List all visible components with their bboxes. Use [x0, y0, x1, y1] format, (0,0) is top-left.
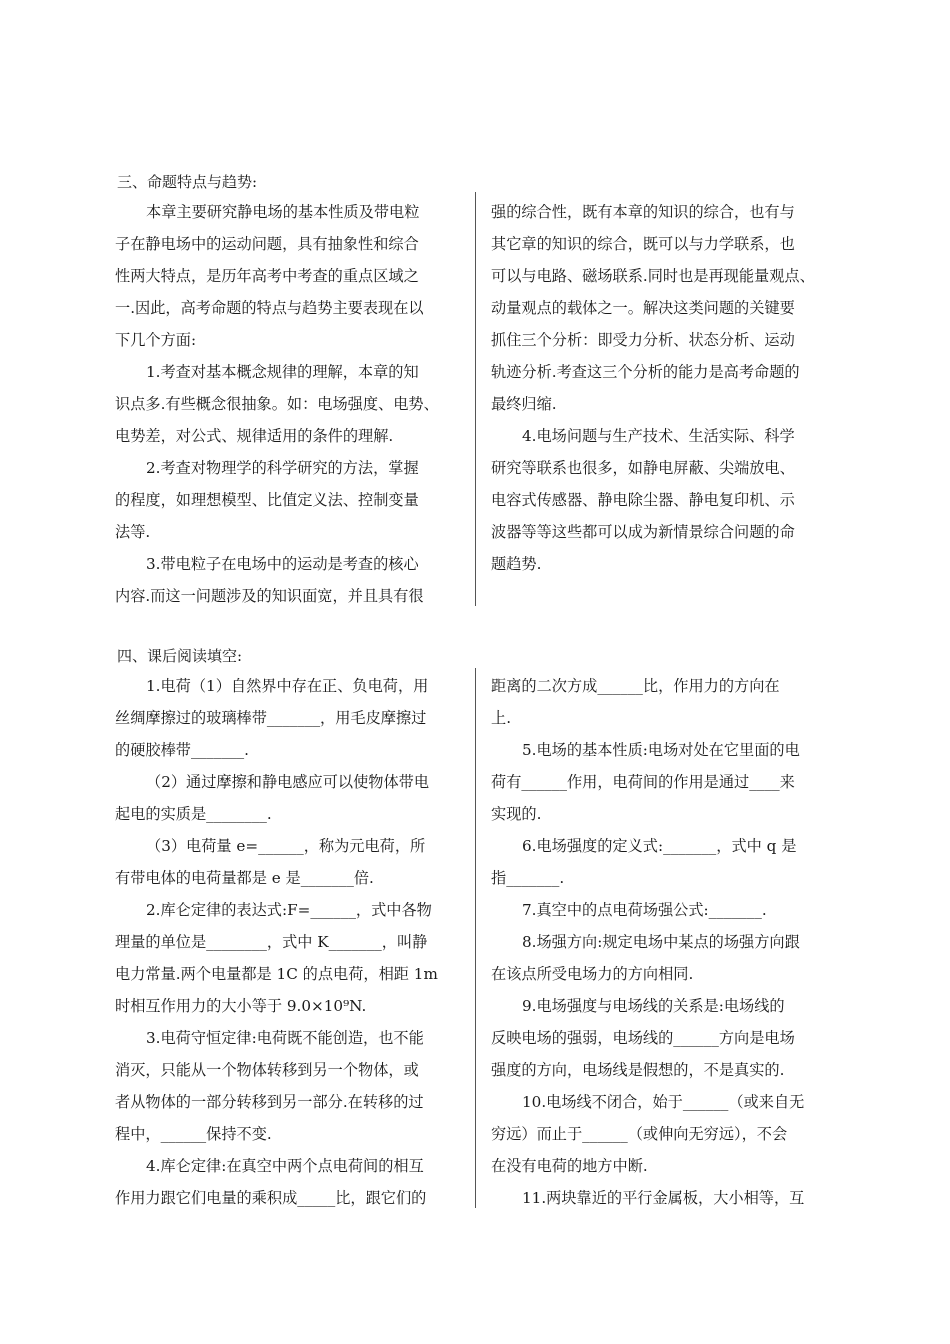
column-divider — [475, 192, 476, 606]
paragraph-line: 电容式传感器、静电除尘器、静电复印机、示 — [491, 491, 795, 509]
paragraph-line: 1.考查对基本概念规律的理解，本章的知 — [146, 363, 419, 381]
paragraph-line: 穷远）而止于______（或伸向无穷远），不会 — [491, 1125, 788, 1143]
paragraph-line: 5.电场的基本性质:电场对处在它里面的电 — [522, 741, 800, 759]
section-4-right-column — [491, 670, 841, 1214]
column-divider — [475, 668, 476, 1208]
paragraph-line: 性两大特点，是历年高考中考查的重点区域之 — [115, 267, 419, 285]
paragraph-line: 子在静电场中的运动问题，具有抽象性和综合 — [115, 235, 419, 253]
section-3-heading: 三、命题特点与趋势: — [117, 173, 258, 191]
paragraph-line: 在没有电荷的地方中断. — [491, 1157, 648, 1175]
paragraph-line: 强的综合性，既有本章的知识的综合，也有与 — [491, 203, 795, 221]
paragraph-line: 下几个方面: — [115, 331, 197, 349]
paragraph-line: （3）电荷量 e=______，称为元电荷，所 — [146, 837, 426, 855]
paragraph-line: 3.带电粒子在电场中的运动是考查的核心 — [146, 555, 419, 573]
paragraph-line: 11.两块靠近的平行金属板，大小相等，互 — [522, 1189, 805, 1207]
section-4-left-column — [115, 670, 465, 1214]
paragraph-line: 8.场强方向:规定电场中某点的场强方向跟 — [522, 933, 800, 951]
paragraph-line: 10.电场线不闭合，始于______（或来自无 — [522, 1093, 805, 1111]
paragraph-line: 动量观点的载体之一。解决这类问题的关键要 — [491, 299, 795, 317]
paragraph-line: 7.真空中的点电荷场强公式:_______. — [522, 901, 767, 919]
paragraph-line: 识点多.有些概念很抽象。如：电场强度、电势、 — [115, 395, 439, 413]
section-4-heading: 四、课后阅读填空: — [117, 647, 243, 665]
paragraph-line: 在该点所受电场力的方向相同. — [491, 965, 694, 983]
paragraph-line: 荷有______作用，电荷间的作用是通过____来 — [491, 773, 795, 791]
paragraph-line: 题趋势. — [491, 555, 542, 573]
paragraph-line: 上. — [491, 709, 512, 727]
paragraph-line: 其它章的知识的综合，既可以与力学联系，也 — [491, 235, 795, 253]
paragraph-line: 法等. — [115, 523, 151, 541]
paragraph-line: 波器等等这些都可以成为新情景综合问题的命 — [491, 523, 795, 541]
paragraph-line: 起电的实质是________. — [115, 805, 272, 823]
paragraph-line: 有带电体的电荷量都是 e 是_______倍. — [115, 869, 374, 887]
paragraph-line: 丝绸摩擦过的玻璃棒带_______，用毛皮摩擦过 — [115, 709, 427, 727]
paragraph-line: 可以与电路、磁场联系.同时也是再现能量观点、 — [491, 267, 815, 285]
paragraph-line: 4.电场问题与生产技术、生活实际、科学 — [522, 427, 795, 445]
paragraph-line: 强度的方向，电场线是假想的，不是真实的. — [491, 1061, 785, 1079]
paragraph-line: 轨迹分析.考查这三个分析的能力是高考命题的 — [491, 363, 800, 381]
paragraph-line: 实现的. — [491, 805, 542, 823]
paragraph-line: 指_______. — [491, 869, 565, 887]
paragraph-line: 2.库仑定律的表达式:F=______，式中各物 — [146, 901, 432, 919]
paragraph-line: 1.电荷（1）自然界中存在正、负电荷，用 — [146, 677, 429, 695]
paragraph-line: （2）通过摩擦和静电感应可以使物体带电 — [146, 773, 430, 791]
paragraph-line: 3.电荷守恒定律:电荷既不能创造，也不能 — [146, 1029, 424, 1047]
paragraph-line: 一.因此，高考命题的特点与趋势主要表现在以 — [115, 299, 424, 317]
paragraph-line: 6.电场强度的定义式:_______，式中 q 是 — [522, 837, 797, 855]
paragraph-line: 的硬胶棒带_______. — [115, 741, 249, 759]
paragraph-line: 时相互作用力的大小等于 9.0×10⁹N. — [115, 997, 367, 1015]
section-3-left-column — [115, 196, 465, 612]
paragraph-line: 作用力跟它们电量的乘积成_____比，跟它们的 — [115, 1189, 427, 1207]
paragraph-line: 电势差，对公式、规律适用的条件的理解. — [115, 427, 394, 445]
paragraph-line: 内容.而这一问题涉及的知识面宽，并且具有很 — [115, 587, 424, 605]
section-3-right-column — [491, 196, 841, 580]
paragraph-line: 9.电场强度与电场线的关系是:电场线的 — [522, 997, 785, 1015]
paragraph-line: 距离的二次方成______比，作用力的方向在 — [491, 677, 780, 695]
paragraph-line: 消灭，只能从一个物体转移到另一个物体，或 — [115, 1061, 419, 1079]
paragraph-line: 的程度，如理想模型、比值定义法、控制变量 — [115, 491, 419, 509]
paragraph-line: 抓住三个分析：即受力分析、状态分析、运动 — [491, 331, 795, 349]
paragraph-line: 2.考查对物理学的科学研究的方法，掌握 — [146, 459, 419, 477]
paragraph-line: 本章主要研究静电场的基本性质及带电粒 — [146, 203, 420, 221]
paragraph-line: 程中，______保持不变. — [115, 1125, 272, 1143]
paragraph-line: 最终归缩. — [491, 395, 557, 413]
paragraph-line: 电力常量.两个电量都是 1C 的点电荷，相距 1m — [115, 965, 438, 983]
paragraph-line: 理量的单位是________，式中 K_______，叫静 — [115, 933, 428, 951]
paragraph-line: 4.库仑定律:在真空中两个点电荷间的相互 — [146, 1157, 424, 1175]
paragraph-line: 者从物体的一部分转移到另一部分.在转移的过 — [115, 1093, 424, 1111]
paragraph-line: 研究等联系也很多，如静电屏蔽、尖端放电、 — [491, 459, 795, 477]
paragraph-line: 反映电场的强弱，电场线的______方向是电场 — [491, 1029, 795, 1047]
